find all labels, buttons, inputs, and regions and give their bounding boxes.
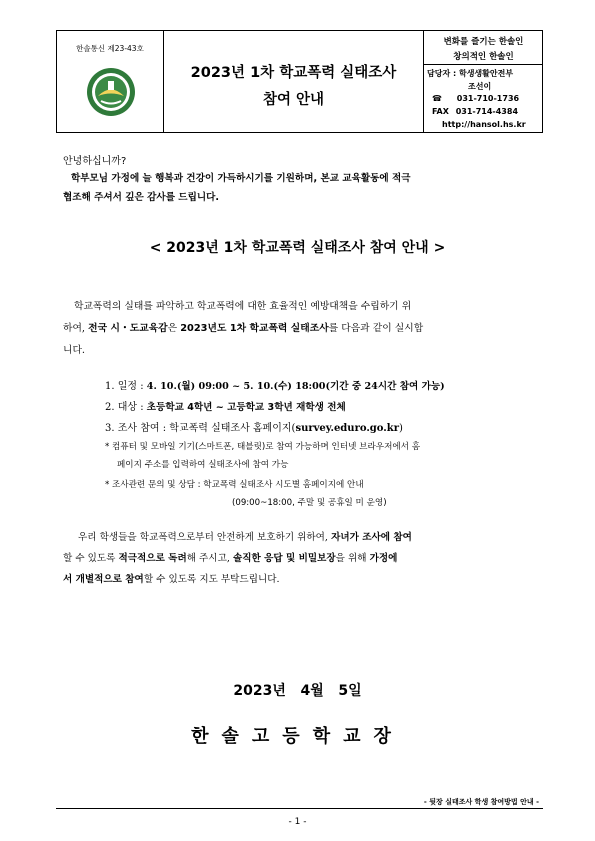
closing-emphasis: 자녀가 조사에 참여 (331, 532, 412, 543)
contact-dept-value: 학생생활안전부 (458, 69, 514, 78)
item-schedule (105, 377, 445, 392)
school-emblem-icon (86, 67, 136, 117)
item-participation (105, 419, 403, 434)
item-target (105, 398, 346, 413)
closing-text: 해 주시고, (186, 553, 230, 564)
survey-url-link[interactable]: survey.eduro.go.kr (295, 423, 399, 434)
item-target-label: 2. 대상 : (105, 402, 144, 413)
contact-name: 조선이 (468, 82, 492, 91)
greeting-line1: 안녕하십니까? (63, 156, 127, 167)
note-inquiry-line1: * 조사관련 문의 및 상담 : 학교폭력 실태조사 시도별 홈페이지에 안내 (105, 480, 364, 490)
intro-text: 하여, (63, 323, 86, 334)
letter-date: 2023년 4월 5일 (233, 683, 362, 699)
note-device-line2: 페이지 주소를 입력하여 실태조사에 참여 가능 (117, 460, 289, 470)
contact-fax (432, 107, 518, 116)
letterhead-right (423, 31, 543, 132)
closing-line1 (78, 529, 412, 543)
letter-title-line1: 2023년 1차 학교폭력 실태조사 (190, 65, 397, 81)
letterhead (56, 30, 543, 133)
closing-text: 을 위해 (335, 553, 367, 564)
page-number: - 1 - (288, 817, 307, 827)
closing-text: 할 수 있도록 (63, 553, 116, 564)
note-device-line1: * 컴퓨터 및 모바일 기기(스마트폰, 태블릿)로 참여 가능하며 인터넷 브라우저에서 홈 (105, 442, 421, 452)
item-participation-end: ) (398, 423, 403, 434)
closing-emphasis: 솔직한 응답 및 비밀보장 (232, 553, 336, 564)
intro-line3: 니다. (63, 345, 86, 356)
contact-dept (427, 68, 513, 79)
closing-text: 우리 학생들을 학교폭력으로부터 안전하게 보호하기 위하여, (78, 532, 328, 543)
intro-emphasis-survey: 2023년도 1차 학교폭력 실태조사 (180, 323, 329, 334)
principal-signature: 한솔고등학교장 (191, 726, 404, 747)
item-schedule-value: 4. 10.(월) 09:00 ~ 5. 10.(수) 18:00(기간 중 24시간 참여 가능) (146, 381, 445, 392)
closing-line2 (63, 550, 397, 564)
intro-text: 를 다음과 같이 실시합 (328, 323, 424, 334)
item-schedule-label: 1. 일정 : (105, 381, 144, 392)
intro-line1: 학교폭력의 실태를 파악하고 학교폭력에 대한 효율적인 예방대책을 수립하기 위 (74, 301, 412, 312)
slogan-divider (424, 64, 543, 65)
notice-heading: < 2023년 1차 학교폭력 실태조사 참여 안내 > (149, 240, 446, 256)
phone-number: 031-710-1736 (456, 94, 520, 103)
greeting-line2: 학부모님 가정에 늘 행복과 건강이 가득하시기를 기원하며, 본교 교육활동에 적극 (71, 173, 411, 184)
fax-number: 031-714-4384 (455, 107, 519, 116)
fax-label: FAX (432, 107, 449, 116)
closing-line3 (63, 571, 280, 585)
phone-icon: ☎ (432, 94, 442, 103)
contact-dept-label: 담당자 : (427, 69, 457, 78)
intro-text: 은 (167, 323, 178, 334)
intro-emphasis-agency: 전국 시・도교육감 (88, 323, 168, 334)
slogan-line1: 변화를 즐기는 한솔인 (443, 37, 524, 47)
contact-phone (432, 94, 519, 103)
note-inquiry-line2: (09:00~18:00, 주말 및 공휴일 미 운영) (232, 498, 387, 508)
greeting-line3: 협조해 주셔서 깊은 감사를 드립니다. (63, 192, 220, 203)
item-target-value: 초등학교 4학년 ~ 고등학교 3학년 재학생 전체 (146, 402, 346, 413)
closing-emphasis: 적극적으로 독려 (118, 553, 187, 564)
item-participation-label: 3. 조사 참여 : 학교폭력 실태조사 홈페이지( (105, 423, 296, 434)
closing-emphasis: 서 개별적으로 참여 (63, 574, 144, 585)
closing-text: 할 수 있도록 지도 부탁드립니다. (143, 574, 280, 585)
letter-title-line2: 참여 안내 (262, 92, 325, 108)
homepage-link[interactable]: http://hansol.hs.kr (442, 120, 526, 129)
slogan-line2: 창의적인 한솔인 (453, 52, 514, 62)
issue-number: 한솔통신 제23-43호 (76, 44, 144, 53)
footer-note: - 뒷장 실태조사 학생 참여방법 안내 - (423, 798, 539, 806)
intro-line2 (63, 320, 423, 334)
letterhead-left (57, 31, 164, 132)
footer-divider (56, 808, 543, 809)
closing-emphasis: 가정에 (369, 553, 398, 564)
